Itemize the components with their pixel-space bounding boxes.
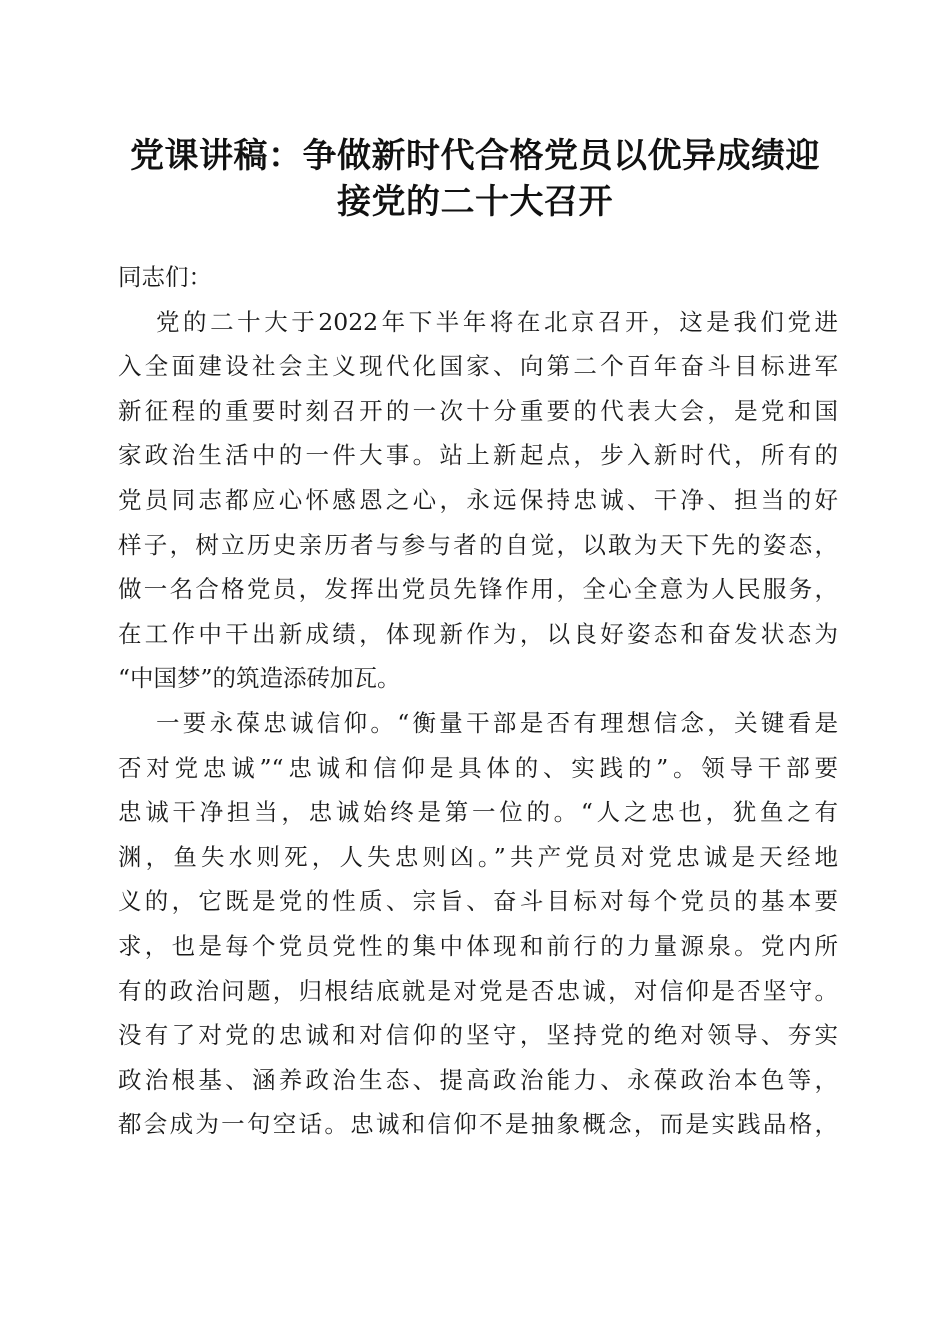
title-line-2: 接党的二十大召开 [337, 182, 613, 222]
paragraph-2-line-4: 渊，鱼失水则死，人失忠则凶。”共产党员对党忠诚是天经地 [118, 842, 838, 871]
salutation: 同志们： [118, 263, 212, 291]
paragraph-1-line-7: 做一名合格党员，发挥出党员先锋作用，全心全意为人民服务， [118, 575, 838, 604]
paragraph-1-line-1: 党的二十大于2022年下半年将在北京召开，这是我们党进 [156, 307, 838, 336]
paragraph-2-line-10: 都会成为一句空话。忠诚和信仰不是抽象概念，而是实践品格， [118, 1110, 838, 1139]
paragraph-2-line-6: 求，也是每个党员党性的集中体现和前行的力量源泉。党内所 [118, 931, 838, 960]
paragraph-2-line-8: 没有了对党的忠诚和对信仰的坚守，坚持党的绝对领导、夯实 [118, 1021, 838, 1050]
document-title [0, 133, 950, 225]
document-body [118, 255, 838, 1147]
paragraph-2-line-7: 有的政治问题，归根结底就是对党是否忠诚，对信仰是否坚守。 [118, 976, 838, 1005]
paragraph-1-line-9: “中国梦”的筑造添砖加瓦。 [118, 664, 401, 693]
paragraph-1-line-5: 党员同志都应心怀感恩之心，永远保持忠诚、干净、担当的好 [118, 485, 838, 514]
paragraph-1-line-2: 入全面建设社会主义现代化国家、向第二个百年奋斗目标进军 [118, 352, 838, 381]
paragraph-1-line-8: 在工作中干出新成绩，体现新作为，以良好姿态和奋发状态为 [118, 619, 838, 648]
paragraph-1-line-4: 家政治生活中的一件大事。站上新起点，步入新时代，所有的 [118, 441, 838, 470]
paragraph-2-line-5: 义的，它既是党的性质、宗旨、奋斗目标对每个党员的基本要 [118, 887, 838, 916]
paragraph-2-line-3: 忠诚干净担当，忠诚始终是第一位的。“人之忠也，犹鱼之有 [118, 798, 838, 827]
paragraph-1-line-6: 样子，树立历史亲历者与参与者的自觉，以敢为天下先的姿态， [118, 530, 838, 559]
paragraph-2-line-9: 政治根基、涵养政治生态、提高政治能力、永葆政治本色等， [118, 1065, 838, 1094]
paragraph-2-line-1: 一要永葆忠诚信仰。“衡量干部是否有理想信念，关键看是 [156, 708, 838, 737]
paragraph-1-line-3: 新征程的重要时刻召开的一次十分重要的代表大会，是党和国 [118, 396, 838, 425]
paragraph-2-line-2: 否对党忠诚”“忠诚和信仰是具体的、实践的”。领导干部要 [118, 753, 838, 782]
title-line-1: 党课讲稿：争做新时代合格党员以优异成绩迎 [130, 136, 820, 176]
